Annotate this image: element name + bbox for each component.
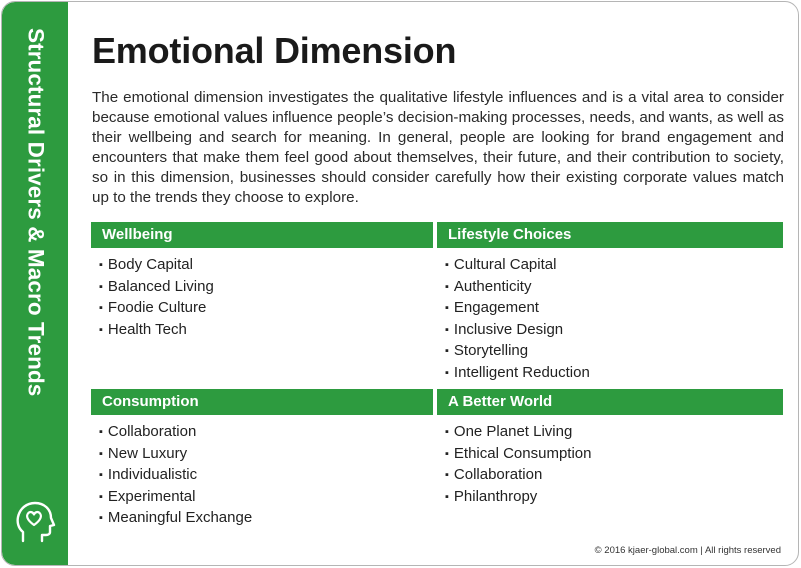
list-item: ▪ Collaboration: [445, 465, 783, 487]
page-title: Emotional Dimension: [92, 30, 457, 71]
sidebar-title: Structural Drivers & Macro Trends: [23, 28, 49, 397]
list-item: ▪ Individualistic: [99, 465, 433, 487]
list-item: ▪ Philanthropy: [445, 487, 783, 509]
list-item: ▪ Collaboration: [99, 422, 433, 444]
category-header: A Better World: [437, 389, 783, 415]
list-item: ▪ Experimental: [99, 487, 433, 509]
intro-paragraph: The emotional dimension investigates the qualitative lifestyle influences and is a vital area to consider because emotional values influence people’s decision-making processes, needs, and wants, as well as their wellbeing and search for meaning. In general, people are looking for brand engagement and encounters that make them feel good about themselves, their future, and their contribution to society, so in this dimension, businesses should consider carefully how their existing corporate values match up to the trends they choose to explore.: [92, 89, 784, 206]
sidebar: [2, 2, 68, 565]
category-lifestyle-choices: [437, 222, 783, 385]
list-item: ▪ Ethical Consumption: [445, 444, 783, 466]
category-list: [91, 422, 433, 530]
list-item: ▪ Balanced Living: [99, 277, 433, 299]
list-item: ▪ Meaningful Exchange: [99, 508, 433, 530]
list-item: ▪ One Planet Living: [445, 422, 783, 444]
list-item: ▪ Storytelling: [445, 341, 783, 363]
head-heart-icon: [14, 499, 56, 545]
category-wellbeing: [91, 222, 433, 341]
list-item: ▪ Engagement: [445, 298, 783, 320]
category-header: Lifestyle Choices: [437, 222, 783, 248]
list-item: ▪ Cultural Capital: [445, 255, 783, 277]
category-list: [437, 255, 783, 385]
list-item: ▪ Body Capital: [99, 255, 433, 277]
category-header: Wellbeing: [91, 222, 433, 248]
list-item: ▪ Foodie Culture: [99, 298, 433, 320]
category-list: [437, 422, 783, 508]
category-consumption: [91, 389, 433, 530]
category-header: Consumption: [91, 389, 433, 415]
list-item: ▪ Health Tech: [99, 320, 433, 342]
list-item: ▪ Authenticity: [445, 277, 783, 299]
card: [1, 1, 799, 566]
category-list: [91, 255, 433, 341]
copyright-footer: © 2016 kjaer-global.com | All rights reserved: [594, 545, 781, 556]
category-a-better-world: [437, 389, 783, 508]
list-item: ▪ Inclusive Design: [445, 320, 783, 342]
list-item: ▪ New Luxury: [99, 444, 433, 466]
list-item: ▪ Intelligent Reduction: [445, 363, 783, 385]
